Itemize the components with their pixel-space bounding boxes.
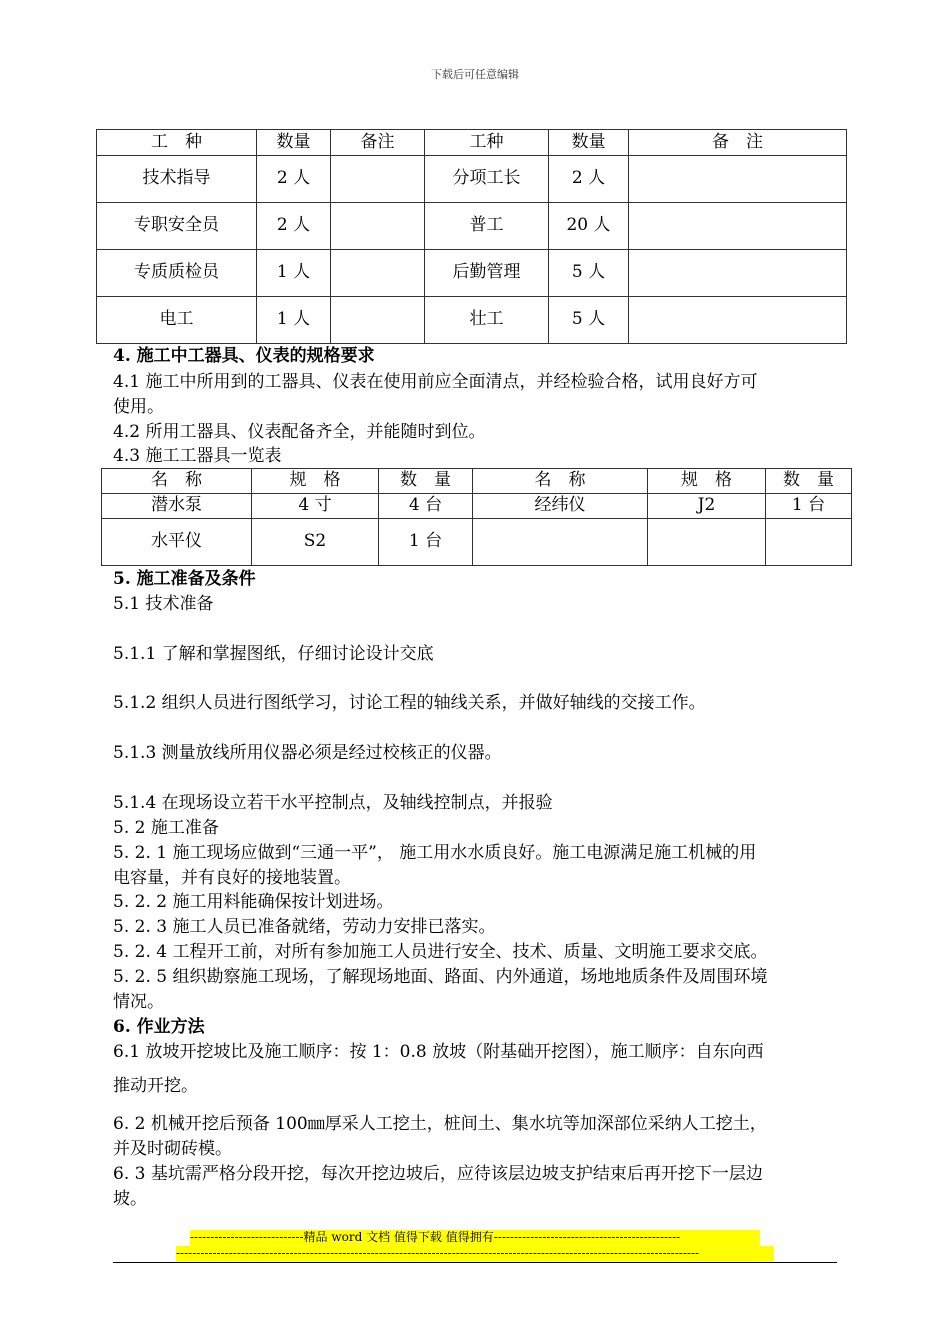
table-cell [766, 519, 852, 566]
table-cell: 电工 [97, 297, 257, 344]
paragraph: 4.3 施工工器具一览表 [113, 446, 282, 466]
paragraph: 5.1 技术准备 [113, 594, 214, 614]
table-cell: 经纬仪 [473, 494, 648, 519]
table-cell: 2 人 [257, 203, 331, 250]
section-5-title: 5. 施工准备及条件 [113, 569, 256, 589]
table-row [102, 519, 852, 566]
table-cell [629, 156, 847, 203]
table-cell [629, 203, 847, 250]
table-header-cell: 数量 [549, 130, 629, 156]
tools-table [101, 468, 852, 566]
section-4-title: 4. 施工中工器具、仪表的规格要求 [113, 346, 375, 366]
table-row [97, 250, 847, 297]
table-cell: 1 人 [257, 297, 331, 344]
table-cell: 5 人 [549, 297, 629, 344]
table-header-cell: 规 格 [252, 469, 379, 494]
table-cell [629, 297, 847, 344]
table-header-cell: 数量 [257, 130, 331, 156]
header-note: 下载后可任意编辑 [431, 68, 519, 81]
paragraph: 坡。 [113, 1189, 147, 1209]
footer-dashes: --------------------------------------------------------------------------------------------------------------------------------- [176, 1246, 774, 1261]
table-cell: 技术指导 [97, 156, 257, 203]
table-header-cell: 工种 [425, 130, 549, 156]
table-cell: 20 人 [549, 203, 629, 250]
footer-rule [113, 1262, 837, 1263]
table-cell: 4 寸 [252, 494, 379, 519]
table-cell: 水平仪 [102, 519, 252, 566]
table-cell: 1 台 [766, 494, 852, 519]
paragraph: 5.1.1 了解和掌握图纸，仔细讨论设计交底 [113, 644, 434, 664]
table-row [97, 297, 847, 344]
table-cell: 专质质检员 [97, 250, 257, 297]
paragraph: 6. 2 机械开挖后预备 100㎜厚采人工挖土，桩间土、集水坑等加深部位采纳人工挖土， [113, 1114, 767, 1134]
staff-table-header-row [97, 130, 847, 156]
table-header-cell: 数 量 [379, 469, 473, 494]
table-cell [331, 250, 425, 297]
paragraph: 推动开挖。 [113, 1076, 198, 1096]
table-cell: 2 人 [549, 156, 629, 203]
table-cell: 专职安全员 [97, 203, 257, 250]
table-header-cell: 名 称 [473, 469, 648, 494]
table-cell: 2 人 [257, 156, 331, 203]
footer-banner: ----------------------------精品 word 文档 值得下载 值得拥有---------------------------------------------- [190, 1230, 760, 1245]
table-cell: 潜水泵 [102, 494, 252, 519]
paragraph: 5. 2. 4 工程开工前，对所有参加施工人员进行安全、技术、质量、文明施工要求交底。 [113, 942, 768, 962]
table-cell [331, 156, 425, 203]
table-cell: 1 台 [379, 519, 473, 566]
table-cell [473, 519, 648, 566]
section-6-title: 6. 作业方法 [113, 1017, 205, 1037]
table-cell [331, 297, 425, 344]
table-cell [648, 519, 766, 566]
table-header-cell: 名 称 [102, 469, 252, 494]
paragraph: 5. 2 施工准备 [113, 818, 219, 838]
table-cell: 分项工长 [425, 156, 549, 203]
table-header-cell: 数 量 [766, 469, 852, 494]
table-row [97, 156, 847, 203]
table-header-cell: 工 种 [97, 130, 257, 156]
table-header-cell: 备 注 [629, 130, 847, 156]
paragraph: 情况。 [113, 992, 164, 1012]
table-row [102, 494, 852, 519]
tools-table-header-row [102, 469, 852, 494]
paragraph: 并及时砌砖模。 [113, 1139, 232, 1159]
table-cell [331, 203, 425, 250]
paragraph: 5.1.4 在现场设立若干水平控制点，及轴线控制点，并报验 [113, 793, 553, 813]
table-cell: 1 人 [257, 250, 331, 297]
table-cell: 4 台 [379, 494, 473, 519]
table-cell: 后勤管理 [425, 250, 549, 297]
table-cell: 壮工 [425, 297, 549, 344]
table-row [97, 203, 847, 250]
paragraph: 4.1 施工中所用到的工器具、仪表在使用前应全面清点，并经检验合格，试用良好方可 [113, 372, 758, 392]
paragraph: 5. 2. 5 组织勘察施工现场，了解现场地面、路面、内外通道，场地地质条件及周围环境 [113, 967, 768, 987]
paragraph: 6.1 放坡开挖坡比及施工顺序：按 1：0.8 放坡（附基础开挖图），施工顺序：自东向西 [113, 1042, 764, 1062]
table-cell: 5 人 [549, 250, 629, 297]
table-cell: S2 [252, 519, 379, 566]
table-cell: J2 [648, 494, 766, 519]
table-cell [629, 250, 847, 297]
staff-table [96, 129, 847, 344]
paragraph: 5. 2. 2 施工用料能确保按计划进场。 [113, 892, 394, 912]
table-header-cell: 备注 [331, 130, 425, 156]
paragraph: 5. 2. 1 施工现场应做到“三通一平”， 施工用水水质良好。施工电源满足施工机械的用 [113, 843, 757, 863]
paragraph: 6. 3 基坑需严格分段开挖，每次开挖边坡后，应待该层边坡支护结束后再开挖下一层边 [113, 1164, 763, 1184]
table-cell: 普工 [425, 203, 549, 250]
paragraph: 5.1.2 组织人员进行图纸学习，讨论工程的轴线关系，并做好轴线的交接工作。 [113, 693, 706, 713]
paragraph: 4.2 所用工器具、仪表配备齐全，并能随时到位。 [113, 422, 486, 442]
paragraph: 5. 2. 3 施工人员已准备就绪，劳动力安排已落实。 [113, 917, 496, 937]
paragraph: 使用。 [113, 397, 164, 417]
paragraph: 电容量，并有良好的接地装置。 [113, 868, 351, 888]
table-header-cell: 规 格 [648, 469, 766, 494]
paragraph: 5.1.3 测量放线所用仪器必须是经过校核正的仪器。 [113, 743, 502, 763]
